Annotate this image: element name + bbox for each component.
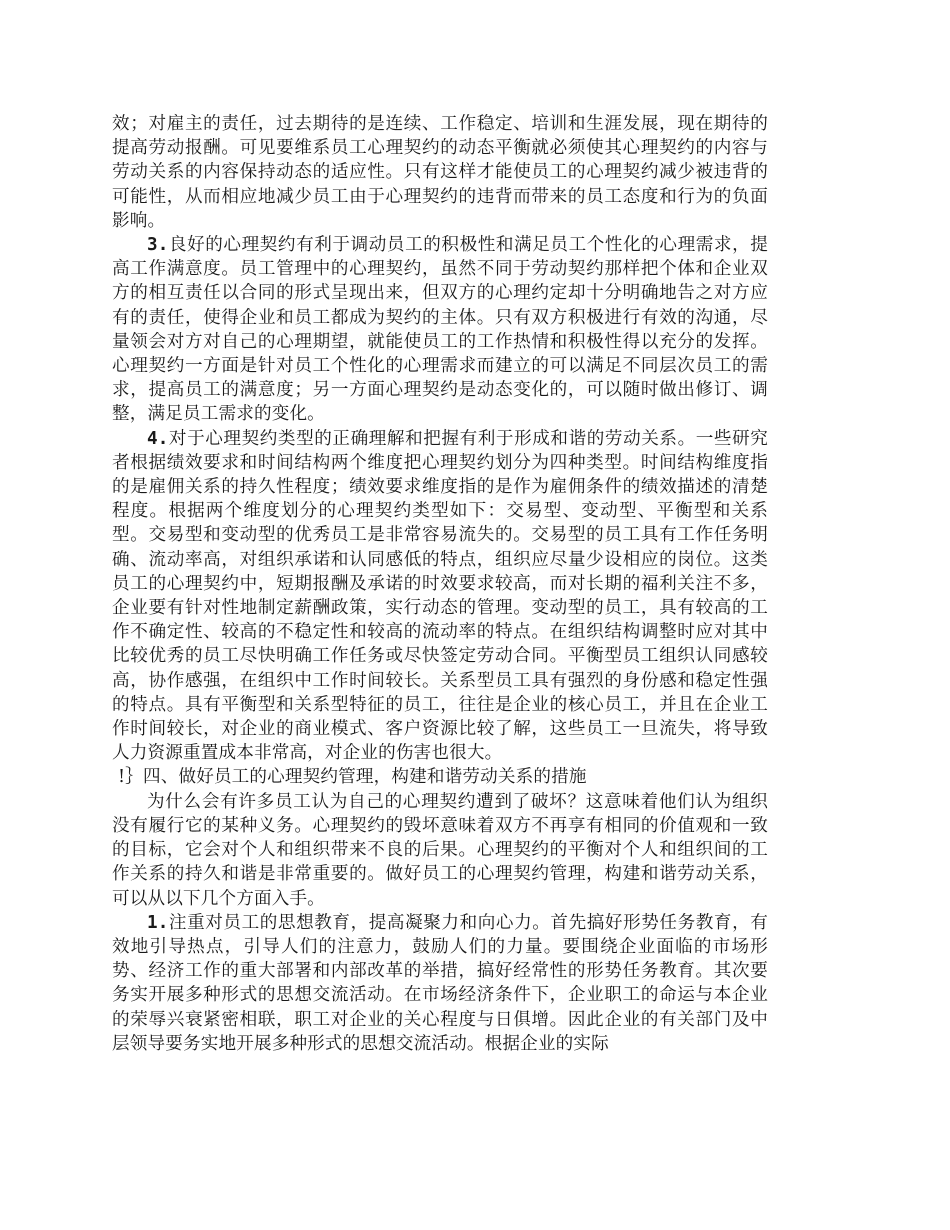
section-heading: !｝四、做好员工的心理契约管理，构建和谐劳动关系的措施 [118,767,587,788]
paragraph-intro: 为什么会有许多员工认为自己的心理契约遭到了破坏？这意味着他们认为组织没有履行它的某种义务。心理契约的毁坏意味着双方不再享有相同的价值观和一致的目标，它会对个人和组织带来不良的后果。心理契约的平衡对个人和组织间的工作关系的持久和谐是非常重要的。做好员工的心理契约管理，构建和谐劳动关系，可以从以下几个方面入手。 [112,791,768,909]
list-number: 3. [147,235,169,256]
list-number: 1. [147,912,169,933]
list-number: 4. [147,428,169,449]
document-page [112,112,768,1056]
paragraph-text: 注重对员工的思想教育，提高凝聚力和向心力。首先搞好形势任务教育，有效地引导热点，引导人们的注意力，鼓励人们的力量。要围绕企业面临的市场形势、经济工作的重大部署和内部改革的举措，搞好经常性的形势任务教育。其次要务实开展多种形式的思想交流活动。在市场经济条件下，企业职工的命运与本企业的荣辱兴衰紧密相联，职工对企业的关心程度与日俱增。因此企业的有关部门及中层领导要务实地开展多种形式的思想交流活动。根据企业的实际 [112,912,768,1054]
paragraph-point-3 [112,233,768,427]
paragraph-text: 对于心理契约类型的正确理解和把握有利于形成和谐的劳动关系。一些研究者根据绩效要求和时间结构两个维度把心理契约划分为四种类型。时间结构维度指的是雇佣关系的持久性程度；绩效要求维度指的是作为雇佣条件的绩效描述的清楚程度。根据两个维度划分的心理契约类型如下：交易型、变动型、平衡型和关系型。交易型和变动型的优秀员工是非常容易流失的。交易型的员工具有工作任务明确、流动率高，对组织承诺和认同感低的特点，组织应尽量少设相应的岗位。这类员工的心理契约中，短期报酬及承诺的时效要求较高，而对长期的福利关注不多，企业要有针对性地制定薪酬政策，实行动态的管理。变动型的员工，具有较高的工作不确定性、较高的不稳定性和较高的流动率的特点。在组织结构调整时应对其中比较优秀的员工尽快明确工作任务或尽快签定劳动合同。平衡型员工组织认同感较高，协作感强，在组织中工作时间较长。关系型员工具有强烈的身份感和稳定性强的特点。具有平衡型和关系型特征的员工，往往是企业的核心员工，并且在企业工作时间较长，对企业的商业模式、客户资源比较了解，这些员工一旦流失，将导致人力资源重置成本非常高，对企业的伤害也很大。 [112,428,768,764]
paragraph-text: 良好的心理契约有利于调动员工的积极性和满足员工个性化的心理需求，提高工作满意度。员工管理中的心理契约，虽然不同于劳动契约那样把个体和企业双方的相互责任以合同的形式呈现出来，但双方的心理约定却十分明确地告之对方应有的责任，使得企业和员工都成为契约的主体。只有双方积极进行有效的沟通，尽量领会对方对自己的心理期望，就能使员工的工作热情和积极性得以充分的发挥。心理契约一方面是针对员工个性化的心理需求而建立的可以满足不同层次员工的需求，提高员工的满意度；另一方面心理契约是动态变化的，可以随时做出修订、调整，满足员工需求的变化。 [112,235,768,425]
paragraph-point-1 [112,911,768,1056]
paragraph-point-4 [112,427,768,766]
paragraph-continuation: 效；对雇主的责任，过去期待的是连续、工作稳定、培训和生涯发展，现在期待的提高劳动报酬。可见要维系员工心理契约的动态平衡就必须使其心理契约的内容与劳动关系的内容保持动态的适应性。只有这样才能使员工的心理契约减少被违背的可能性，从而相应地减少员工由于心理契约的违背而带来的员工态度和行为的负面影响。 [112,114,768,231]
